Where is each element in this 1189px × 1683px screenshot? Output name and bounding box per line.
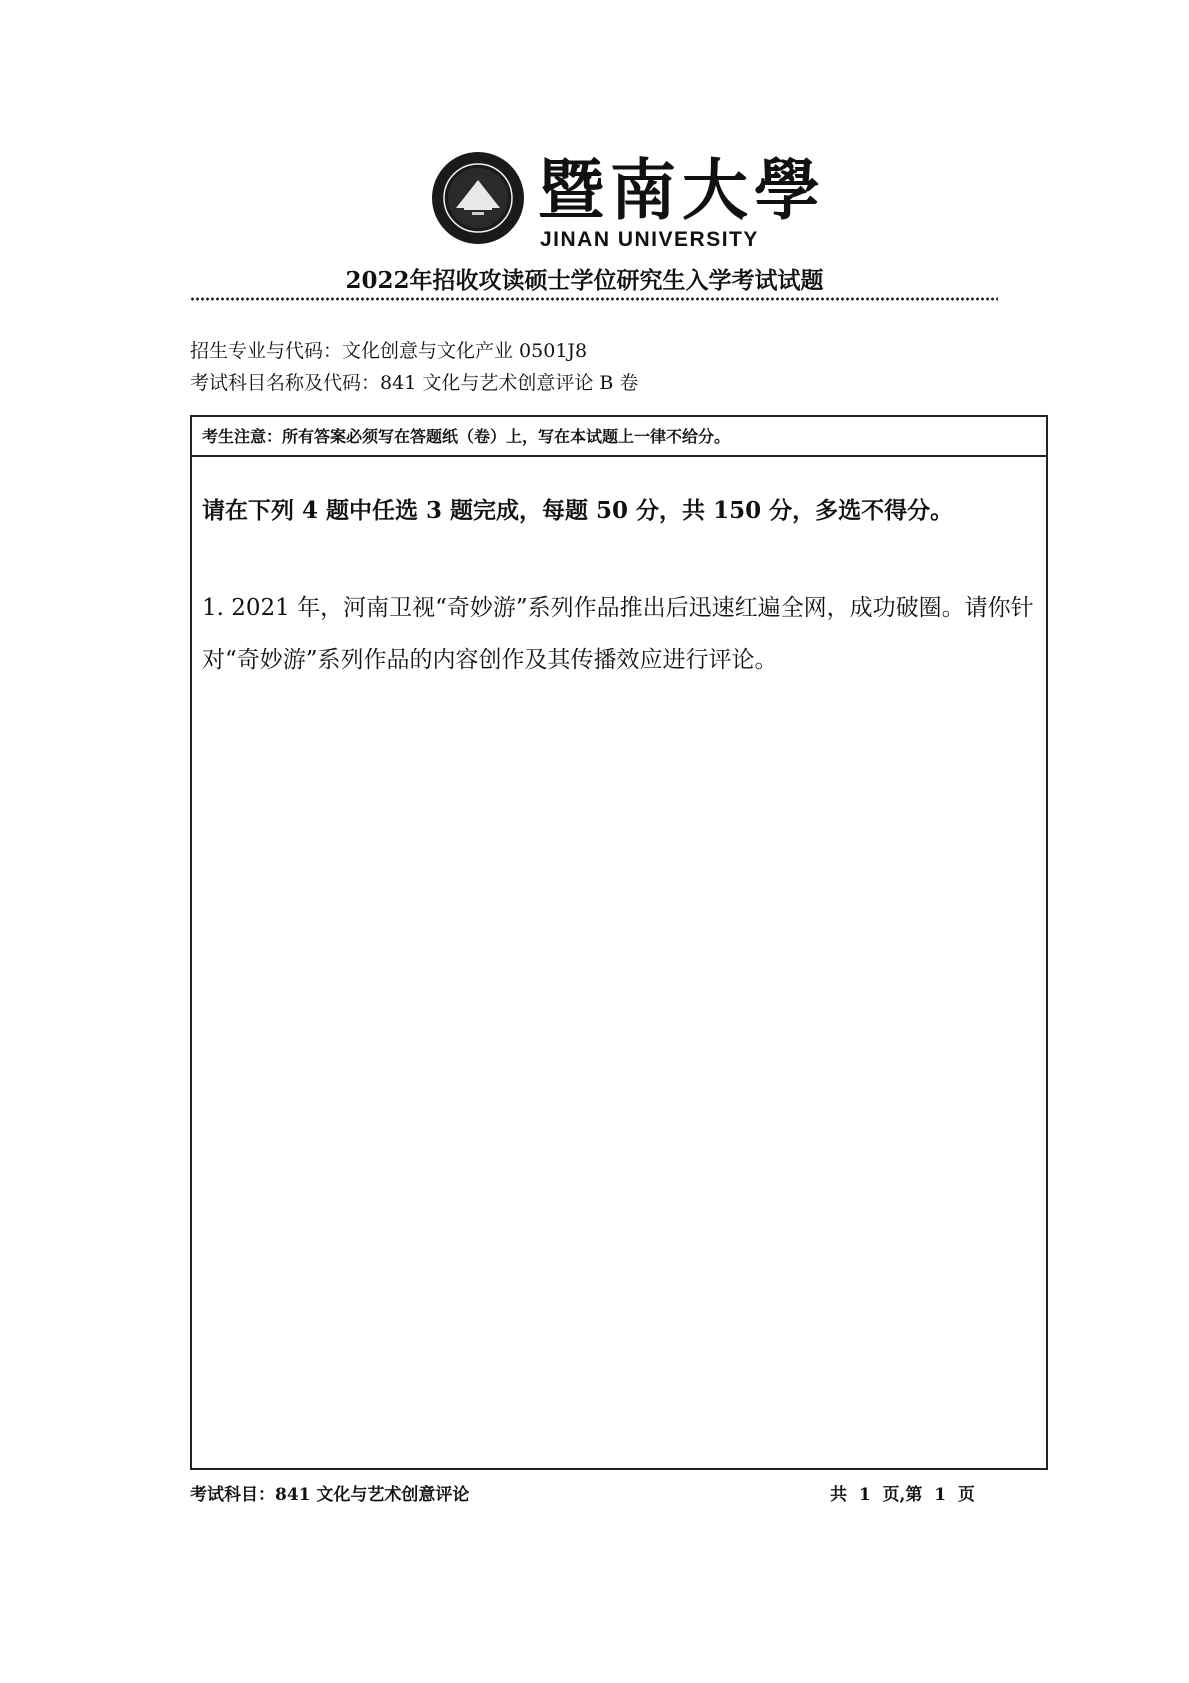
- university-seal-icon: [430, 150, 526, 246]
- university-logo: [430, 150, 826, 260]
- footer-pages: 共 1 页,第 1 页: [830, 1485, 975, 1505]
- question-frame: [190, 415, 1048, 1470]
- major-line: [190, 336, 587, 363]
- candidate-notice: 考生注意：所有答案必须写在答题纸（卷）上，写在本试题上一律不给分。: [192, 417, 1046, 457]
- subject-line: [190, 368, 638, 395]
- university-name-cn: 暨南大學: [538, 151, 826, 229]
- university-name-en: JINAN UNIVERSITY: [540, 228, 759, 251]
- subject-label: 考试科目名称及代码：: [190, 372, 381, 394]
- major-label: 招生专业与代码：: [190, 340, 343, 362]
- question-1: 1. 2021 年，河南卫视“奇妙游”系列作品推出后迅速红遍全网，成功破圈。请你针对“奇妙游”系列作品的内容创作及其传播效应进行评论。: [202, 595, 1034, 673]
- instruction-text: 请在下列 4 题中任选 3 题完成，每题 50 分，共 150 分，多选不得分。: [202, 497, 954, 524]
- subject-value: 841 文化与艺术创意评论 B 卷: [380, 372, 639, 394]
- dotted-divider: [190, 296, 998, 302]
- major-value: 文化创意与文化产业 0501J8: [342, 340, 588, 362]
- footer-subject: 考试科目：841 文化与艺术创意评论: [190, 1485, 470, 1505]
- exam-title: 2022年招收攻读硕士学位研究生入学考试试题: [345, 267, 824, 294]
